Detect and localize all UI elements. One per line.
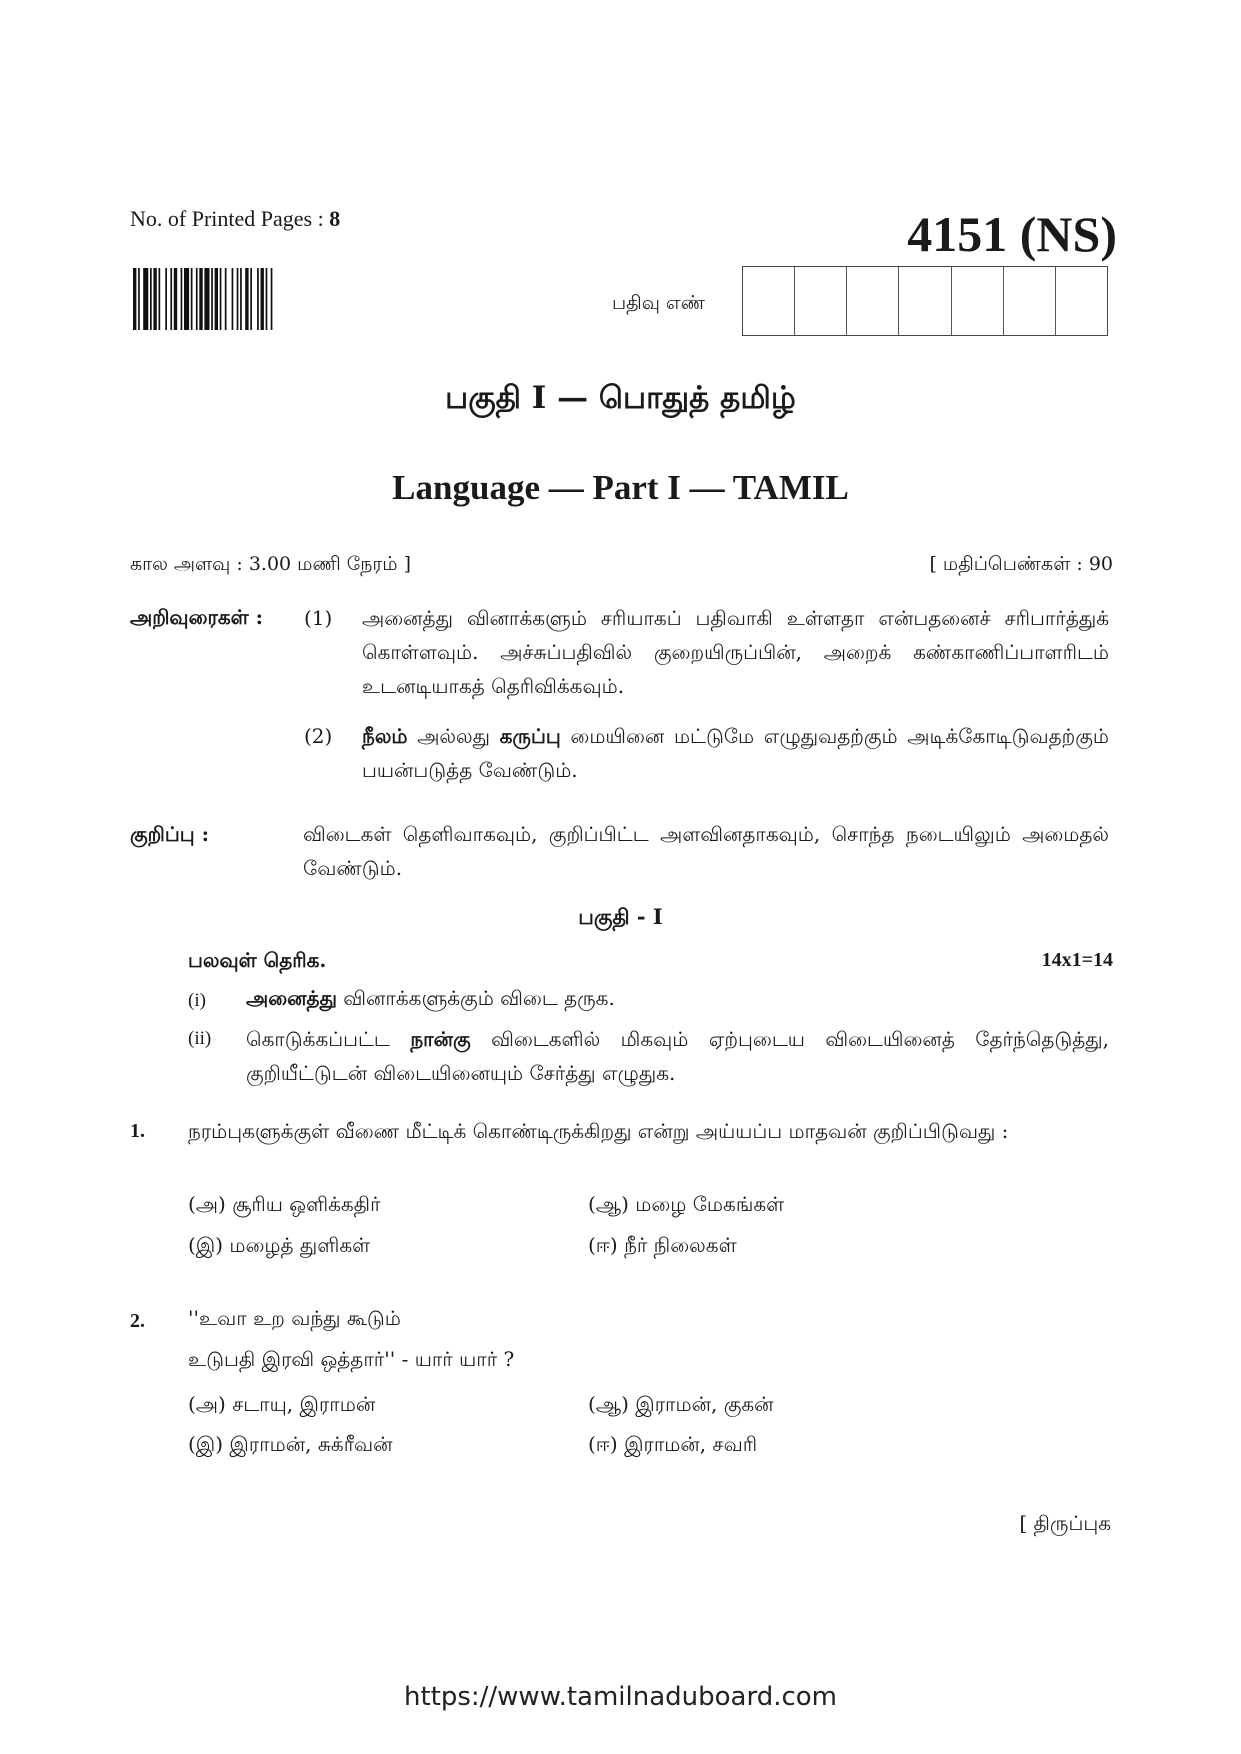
question-text: நரம்புகளுக்குள் வீணை மீட்டிக் கொண்டிருக்கிறது என்று அய்யப்ப மாதவன் குறிப்பிடுவது : [188, 1119, 1009, 1143]
barcode-bar [184, 268, 189, 330]
register-digit-box[interactable] [899, 267, 951, 335]
barcode-bar [159, 268, 161, 330]
title-tamil: பகுதி I — பொதுத் தமிழ் [445, 380, 796, 416]
barcode-bar [266, 268, 268, 330]
section-heading: பகுதி - I [578, 904, 663, 929]
question-text-line: ''உவா உற வந்து கூடும் [188, 1306, 401, 1330]
option-b: (ஆ) இராமன், குகன் [588, 1392, 774, 1416]
barcode-bar [211, 268, 213, 330]
barcode-bar [225, 268, 227, 330]
sub-instruction-number: (i) [188, 990, 206, 1011]
barcode-bar [196, 268, 198, 330]
option-b: (ஆ) மழை மேகங்கள் [588, 1192, 785, 1216]
barcode-bar [245, 268, 248, 330]
instruction-number: (2) [304, 724, 333, 748]
option-a: (அ) சடாயு, இராமன் [188, 1392, 376, 1416]
barcode-bar [143, 268, 148, 330]
instruction-bold-blue: நீலம் [362, 724, 408, 748]
register-number-boxes[interactable] [742, 266, 1108, 336]
barcode-image [133, 268, 329, 330]
sub-instruction-bold: அனைத்து [246, 986, 337, 1010]
section-label: பலவுள் தெரிக. [188, 948, 327, 972]
option-c: (இ) இராமன், சுக்ரீவன் [188, 1432, 393, 1456]
register-digit-box[interactable] [1004, 267, 1056, 335]
sub-instruction-rest: வினாக்களுக்கும் விடை தருக. [336, 986, 615, 1010]
barcode-bar [261, 268, 264, 330]
sub-instruction-number: (ii) [188, 1028, 212, 1049]
max-marks: [ மதிப்பெண்கள் : 90 [929, 553, 1113, 575]
option-c: (இ) மழைத் துளிகள் [188, 1233, 371, 1257]
question-number: 1. [130, 1120, 145, 1142]
barcode-bar [153, 268, 156, 330]
barcode-bar [191, 268, 193, 330]
instruction-bold-black: கருப்பு [499, 724, 561, 748]
sub-instruction-bold: நான்கு [410, 1027, 471, 1051]
printed-pages-value: 8 [329, 206, 341, 231]
barcode-bar [181, 268, 183, 330]
barcode-bar [170, 268, 172, 330]
instructions-label: அறிவுரைகள் : [130, 605, 264, 629]
question-text-line: உடுபதி இரவி ஒத்தார்'' - யார் யார் ? [188, 1347, 515, 1371]
barcode-bar [240, 268, 242, 330]
register-number-label: பதிவு எண் [612, 292, 705, 314]
paper-code: 4151 (NS) [907, 206, 1117, 262]
note-label: குறிப்பு : [130, 822, 209, 846]
printed-pages [130, 206, 340, 232]
instruction-text: அனைத்து வினாக்களும் சரியாகப் பதிவாகி உள்ளதா என்பதனைச் சரிபார்த்துக் கொள்ளவும். அச்சுப்பதிவில் குறையிருப்பின், அறைக் கண்காணிப்பாளரிடம் உடனடியாகத் தெரிவிக்கவும். [362, 606, 1109, 698]
sub-instruction-rest: விடைகளில் மிகவும் ஏற்புடைய விடையினைத் தேர்ந்தெடுத்து, குறியீட்டுடன் விடையினையும் சேர்த்து எழுதுக. [246, 1027, 1109, 1085]
barcode-bar [204, 268, 209, 330]
register-digit-box[interactable] [795, 267, 847, 335]
barcode-bar [250, 268, 252, 330]
barcode-bar [138, 268, 140, 330]
instruction-text-part: மையினை மட்டுமே எழுதுவதற்கும் அடிக்கோடிடுவதற்கும் பயன்படுத்த வேண்டும். [362, 724, 1109, 782]
option-d: (ஈ) நீர் நிலைகள் [588, 1233, 737, 1257]
register-digit-box[interactable] [847, 267, 899, 335]
barcode-bar [257, 268, 259, 330]
barcode-bar [150, 268, 152, 330]
sub-instruction-pre: கொடுக்கப்பட்ட [246, 1027, 411, 1051]
instruction-number: (1) [304, 606, 333, 630]
barcode-bar [199, 268, 202, 330]
barcode-bar [220, 268, 222, 330]
register-digit-box[interactable] [952, 267, 1004, 335]
instruction-text [362, 719, 1109, 787]
option-d: (ஈ) இராமன், சவரி [588, 1432, 758, 1456]
sub-instruction-text [246, 986, 615, 1013]
barcode-bar [215, 268, 218, 330]
title-english: Language — Part I — TAMIL [392, 468, 849, 507]
please-turn-over: [ திருப்புக [1019, 1511, 1111, 1535]
barcode-bar [271, 268, 273, 330]
section-marks: 14x1=14 [1041, 949, 1113, 971]
barcode-bar [133, 268, 136, 330]
barcode-bar [174, 268, 177, 330]
barcode-bar [165, 268, 167, 330]
sub-instruction-text [246, 1022, 1109, 1090]
note-text: விடைகள் தெளிவாகவும், குறிப்பிட்ட அளவினதாகவும், சொந்த நடையிலும் அமைதல் வேண்டும். [303, 822, 1109, 880]
instruction-text-part: அல்லது [407, 724, 500, 748]
question-number: 2. [130, 1310, 145, 1332]
barcode-bar [237, 268, 239, 330]
printed-pages-label: No. of Printed Pages : [130, 206, 324, 231]
time-duration: கால அளவு : 3.00 மணி நேரம் ] [130, 553, 411, 575]
barcode-bar [232, 268, 234, 330]
register-digit-box[interactable] [1056, 267, 1107, 335]
footer-url[interactable]: https://www.tamilnaduboard.com [403, 1682, 838, 1712]
option-a: (அ) சூரிய ஒளிக்கதிர் [188, 1192, 381, 1216]
register-digit-box[interactable] [743, 267, 795, 335]
